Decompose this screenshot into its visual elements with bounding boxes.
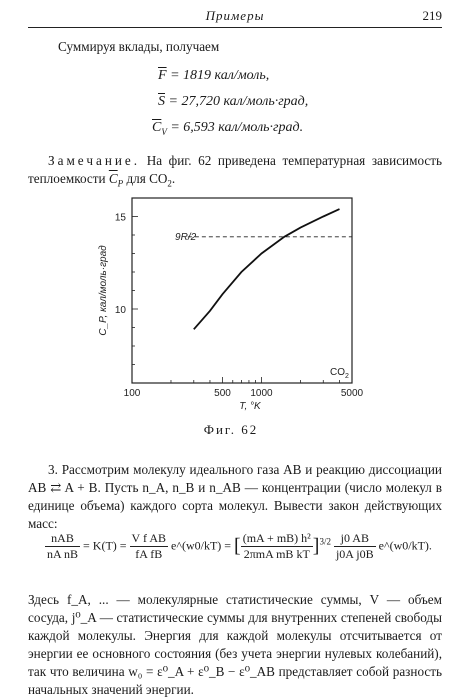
formula-power: 3/2 (319, 536, 331, 547)
figure-caption: Фиг. 62 (203, 422, 259, 437)
tick-group (132, 217, 352, 384)
intro-text: Суммируя вклады, получаем (58, 39, 220, 54)
series-line-co2 (194, 209, 340, 329)
bracket-open: [ (234, 535, 241, 557)
remark-subscript: P (117, 178, 124, 189)
plot-frame (132, 198, 352, 383)
bracket-close: ] (312, 535, 320, 557)
equation-symbol: $\overline{S}$ (158, 94, 165, 109)
equation-entropy (158, 94, 308, 110)
problem-text: Рассмотрим молекулу идеального газа AB и реакцию диссоциации AB ⇄ A + B. Пусть n_A, n_B и n_AB — концентрации (число молекул в единице объема) каждого сорта молекул. Вывести закон действующих масс: (28, 462, 442, 531)
x-axis-label: T, °K (239, 401, 261, 412)
formula-exp-2: e^(w0/kT). (378, 538, 432, 553)
big-fraction: $\frac{\text{(mA + mB) h²}}{\text{2πmA mB kT}}$ (242, 531, 311, 561)
running-title: Примеры (205, 8, 265, 23)
series-label-co2: $CO_2$ (330, 367, 349, 380)
equation-symbol: $\overline{C}$ (152, 120, 162, 135)
figure-62-chart (90, 185, 380, 420)
equation-symbol: $\overline{F}$ (158, 68, 167, 83)
reference-line-label: 9R/2 (175, 231, 197, 243)
lhs-fraction: $\frac{\text{nAB}}{\text{nA nB}}$ (47, 531, 79, 561)
x-tick-label: 1000 (250, 388, 273, 399)
equation-free-energy (158, 68, 269, 84)
problem-paragraph (28, 461, 442, 533)
remark-symbol: $\overline{C}$ (108, 171, 118, 186)
formula-exp-1: e^(w0/kT) = (171, 538, 232, 553)
remark-text-2-sub: 2 (167, 178, 172, 189)
equation-value: = 1819 кал/моль, (170, 68, 270, 83)
mid-fraction: $\frac{\text{V f AB}}{\text{fA fB}}$ (131, 531, 166, 561)
header-rule (28, 27, 442, 28)
equation-heat-capacity (152, 120, 303, 137)
remark-text-2: для CO (126, 171, 168, 186)
formula-eq-1: = K(T) = (83, 538, 127, 553)
y-tick-label: 10 (114, 305, 126, 316)
y-axis-label: C_P, кал/моль·град (98, 245, 109, 336)
explanation-paragraph: Здесь f_A, ... — молекулярные статистические суммы, V — объем сосуда, j⁰_A — статистические суммы для внутренних степеней свободы каждой молекулы. Энергия для каждой молекулы отсчитывается от энергии ее основного состояния (без учета энергии нулевых колебаний), так что величина w₀ = ε⁰_A + ε⁰_B − ε⁰_AB представляет собой разность начальных значений энергии. (28, 592, 442, 697)
y-tick-label: 15 (114, 212, 126, 224)
tick-label-group (115, 213, 364, 400)
x-tick-label: 100 (123, 388, 141, 399)
x-tick-label: 500 (214, 388, 231, 399)
equation-value: = 6,593 кал/моль·град. (170, 120, 304, 135)
equation-value: = 27,720 кал/моль·град, (168, 94, 309, 109)
running-head (28, 8, 442, 26)
remark-text-end: . (171, 171, 176, 186)
remark-text: На фиг. 62 приведена температурная зависимость теплоемкости (28, 153, 443, 186)
problem-number: 3. (48, 462, 58, 477)
equation-subscript: V (161, 126, 167, 137)
remark-label: Замечание. (48, 153, 141, 168)
page-number: 219 (422, 8, 442, 23)
x-tick-label: 5000 (340, 388, 364, 399)
right-fraction: $\frac{j0 AB}{\text{j0A j0B}}$ (335, 531, 374, 561)
mass-action-formula (45, 531, 450, 579)
